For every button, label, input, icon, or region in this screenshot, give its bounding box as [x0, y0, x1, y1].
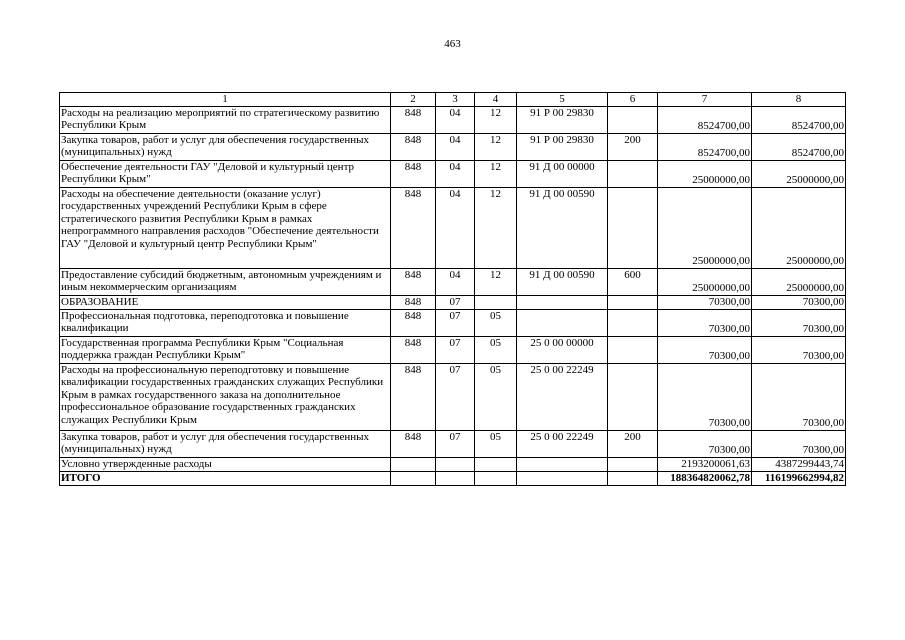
row-amount-1: 25000000,00 — [658, 160, 752, 187]
row-ministry-code: 848 — [391, 133, 436, 160]
row-section-code: 07 — [436, 309, 475, 336]
row-subsection-code — [475, 471, 517, 485]
row-expense-type — [608, 336, 658, 363]
header-cell: 6 — [608, 93, 658, 107]
row-target-code: 25 0 00 00000 — [517, 336, 608, 363]
row-amount-1: 70300,00 — [658, 336, 752, 363]
row-expense-type — [608, 106, 658, 133]
row-subsection-code — [475, 457, 517, 471]
row-section-code: 04 — [436, 133, 475, 160]
row-section-code: 07 — [436, 295, 475, 309]
row-expense-type — [608, 187, 658, 268]
row-expense-type — [608, 457, 658, 471]
row-ministry-code: 848 — [391, 106, 436, 133]
header-cell: 1 — [60, 93, 391, 107]
row-ministry-code: 848 — [391, 187, 436, 268]
table-row — [60, 363, 846, 430]
row-name: Расходы на реализацию мероприятий по стратегическому развитию Республики Крым — [60, 106, 391, 133]
row-ministry-code: 848 — [391, 336, 436, 363]
row-expense-type — [608, 471, 658, 485]
header-cell: 7 — [658, 93, 752, 107]
row-ministry-code: 848 — [391, 363, 436, 430]
row-subsection-code: 05 — [475, 309, 517, 336]
row-target-code — [517, 471, 608, 485]
row-section-code: 07 — [436, 363, 475, 430]
row-target-code: 91 Р 00 29830 — [517, 106, 608, 133]
row-amount-2: 25000000,00 — [752, 160, 846, 187]
table-header-row — [60, 93, 846, 107]
row-amount-1: 70300,00 — [658, 309, 752, 336]
row-subsection-code — [475, 295, 517, 309]
row-amount-2: 8524700,00 — [752, 133, 846, 160]
table-row — [60, 133, 846, 160]
row-section-code: 04 — [436, 106, 475, 133]
table-row — [60, 430, 846, 457]
row-ministry-code — [391, 471, 436, 485]
row-amount-2: 70300,00 — [752, 309, 846, 336]
row-amount-2: 70300,00 — [752, 295, 846, 309]
total-row — [60, 471, 846, 485]
row-section-code: 07 — [436, 430, 475, 457]
total-amount-2: 116199662994,82 — [752, 471, 846, 485]
row-amount-2: 25000000,00 — [752, 268, 846, 295]
row-expense-type — [608, 309, 658, 336]
row-name: Профессиональная подготовка, переподготовка и повышение квалификации — [60, 309, 391, 336]
row-section-code: 04 — [436, 268, 475, 295]
budget-table — [59, 92, 846, 486]
table-row — [60, 457, 846, 471]
row-amount-1: 2193200061,63 — [658, 457, 752, 471]
row-subsection-code: 05 — [475, 336, 517, 363]
row-ministry-code — [391, 457, 436, 471]
row-subsection-code: 12 — [475, 187, 517, 268]
row-ministry-code: 848 — [391, 430, 436, 457]
row-target-code: 25 0 00 22249 — [517, 430, 608, 457]
header-cell: 5 — [517, 93, 608, 107]
header-cell: 8 — [752, 93, 846, 107]
row-name: Закупка товаров, работ и услуг для обеспечения государственных (муниципальных) нужд — [60, 430, 391, 457]
row-subsection-code: 12 — [475, 133, 517, 160]
row-ministry-code: 848 — [391, 268, 436, 295]
row-target-code — [517, 457, 608, 471]
row-amount-2: 25000000,00 — [752, 187, 846, 268]
table-row — [60, 106, 846, 133]
row-section-code — [436, 471, 475, 485]
row-expense-type: 200 — [608, 133, 658, 160]
table-row — [60, 160, 846, 187]
row-name: Условно утвержденные расходы — [60, 457, 391, 471]
row-subsection-code: 12 — [475, 106, 517, 133]
row-subsection-code: 05 — [475, 363, 517, 430]
row-expense-type — [608, 295, 658, 309]
page-number: 463 — [444, 38, 461, 50]
row-ministry-code: 848 — [391, 160, 436, 187]
row-section-code: 04 — [436, 187, 475, 268]
row-amount-1: 70300,00 — [658, 363, 752, 430]
row-amount-1: 25000000,00 — [658, 268, 752, 295]
row-target-code: 25 0 00 22249 — [517, 363, 608, 430]
row-target-code: 91 Р 00 29830 — [517, 133, 608, 160]
total-label: ИТОГО — [60, 471, 391, 485]
row-target-code — [517, 295, 608, 309]
row-ministry-code: 848 — [391, 309, 436, 336]
row-amount-2: 4387299443,74 — [752, 457, 846, 471]
row-subsection-code: 05 — [475, 430, 517, 457]
table-row — [60, 187, 846, 268]
row-name: ОБРАЗОВАНИЕ — [60, 295, 391, 309]
row-amount-1: 8524700,00 — [658, 133, 752, 160]
row-amount-1: 70300,00 — [658, 295, 752, 309]
row-amount-1: 8524700,00 — [658, 106, 752, 133]
row-section-code — [436, 457, 475, 471]
row-subsection-code: 12 — [475, 268, 517, 295]
table-row — [60, 295, 846, 309]
row-amount-2: 70300,00 — [752, 430, 846, 457]
row-subsection-code: 12 — [475, 160, 517, 187]
row-expense-type — [608, 160, 658, 187]
row-target-code: 91 Д 00 00590 — [517, 268, 608, 295]
row-amount-2: 8524700,00 — [752, 106, 846, 133]
row-target-code: 91 Д 00 00000 — [517, 160, 608, 187]
row-expense-type: 600 — [608, 268, 658, 295]
table-row — [60, 309, 846, 336]
row-name: Государственная программа Республики Крым "Социальная поддержка граждан Республики Крым" — [60, 336, 391, 363]
table-row — [60, 336, 846, 363]
row-name: Предоставление субсидий бюджетным, автономным учреждениям и иным некоммерческим организациям — [60, 268, 391, 295]
table-row — [60, 268, 846, 295]
header-cell: 3 — [436, 93, 475, 107]
row-amount-2: 70300,00 — [752, 336, 846, 363]
row-name: Расходы на обеспечение деятельности (оказание услуг) государственных учреждений Республики Крым в сфере стратегического развития Республики Крым в рамках непрограммного направления расходов "Обеспечение деятельности ГАУ "Деловой и культурный центр Республики Крым" — [60, 187, 391, 268]
row-section-code: 07 — [436, 336, 475, 363]
row-amount-1: 25000000,00 — [658, 187, 752, 268]
row-target-code: 91 Д 00 00590 — [517, 187, 608, 268]
row-target-code — [517, 309, 608, 336]
row-name: Расходы на профессиональную переподготовку и повышение квалификации государственных гражданских служащих Республики Крым в рамках государственного заказа на дополнительное профессиональное образование государственных гражданских служащих Республики Крым — [60, 363, 391, 430]
row-expense-type — [608, 363, 658, 430]
row-amount-2: 70300,00 — [752, 363, 846, 430]
row-section-code: 04 — [436, 160, 475, 187]
header-cell: 2 — [391, 93, 436, 107]
total-amount-1: 188364820062,78 — [658, 471, 752, 485]
row-name: Закупка товаров, работ и услуг для обеспечения государственных (муниципальных) нужд — [60, 133, 391, 160]
row-name: Обеспечение деятельности ГАУ "Деловой и культурный центр Республики Крым" — [60, 160, 391, 187]
row-ministry-code: 848 — [391, 295, 436, 309]
row-expense-type: 200 — [608, 430, 658, 457]
row-amount-1: 70300,00 — [658, 430, 752, 457]
header-cell: 4 — [475, 93, 517, 107]
